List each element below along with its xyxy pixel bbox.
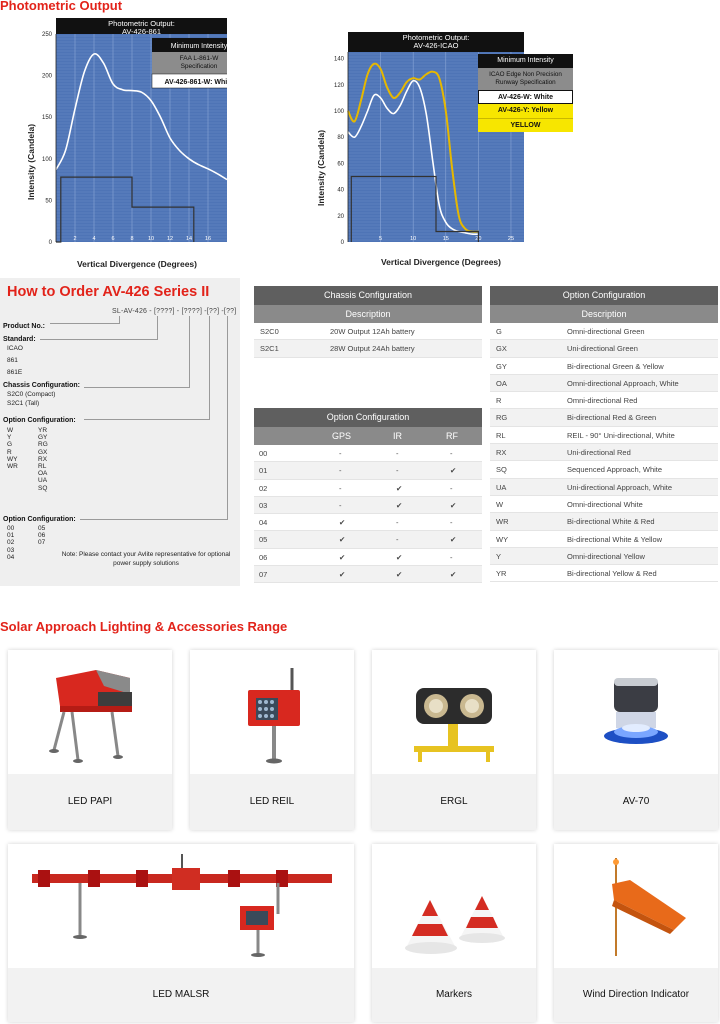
solar-section-title: Solar Approach Lighting & Accessories Range bbox=[0, 619, 288, 634]
cell-code: S2C0 bbox=[260, 327, 279, 336]
cell-ir: ✔ bbox=[396, 483, 403, 493]
option-code-item: RG bbox=[38, 441, 48, 449]
cell-desc: Uni-directional Red bbox=[567, 448, 631, 458]
cell-desc: Sequenced Approach, White bbox=[567, 465, 663, 475]
header-gps: GPS bbox=[332, 431, 352, 441]
y-tick-label: 0 bbox=[48, 240, 52, 246]
table-row bbox=[490, 427, 718, 444]
cell-desc: Bi-directional White & Yellow bbox=[567, 534, 663, 544]
legend-spec: FAA L-861-W Specification bbox=[179, 55, 219, 70]
table-row bbox=[490, 358, 718, 375]
option-desc-subheader: Description bbox=[490, 305, 718, 323]
cell-ir: ✔ bbox=[396, 570, 403, 580]
order-panel bbox=[0, 278, 240, 586]
option-code-item: WY bbox=[7, 455, 18, 463]
x-tick-label: 6 bbox=[111, 236, 115, 242]
desc-rows bbox=[490, 323, 718, 582]
header-rf: RF bbox=[446, 431, 458, 441]
header-ir: IR bbox=[393, 431, 402, 441]
cell-ir: - bbox=[396, 518, 399, 528]
ergl-image bbox=[372, 650, 536, 774]
cell-code: WY bbox=[496, 534, 509, 544]
chassis-table bbox=[254, 286, 482, 358]
cell-ir: - bbox=[396, 449, 399, 458]
cell-gps: ✔ bbox=[339, 535, 346, 545]
option2-code-item: 05 bbox=[38, 525, 46, 532]
cell-gps: - bbox=[339, 483, 342, 493]
x-tick-label: 20 bbox=[475, 236, 482, 242]
table-row bbox=[490, 392, 718, 409]
chassis-s2c1: S2C1 (Tall) bbox=[7, 400, 40, 407]
x-tick-label: 16 bbox=[204, 236, 212, 242]
cell-code: R bbox=[496, 396, 502, 406]
chart1-ylabel: Intensity (Candela) bbox=[26, 123, 36, 201]
table-row bbox=[490, 340, 718, 357]
cell-code: UA bbox=[496, 482, 507, 492]
cell-code: RX bbox=[496, 448, 507, 458]
wind-direction-indicator-image bbox=[554, 844, 718, 968]
cell-ir: ✔ bbox=[396, 500, 403, 510]
option-gps-table bbox=[254, 408, 482, 583]
chart2-xlabel: Vertical Divergence (Degrees) bbox=[380, 257, 502, 267]
cell-code: GX bbox=[496, 344, 507, 354]
y-tick-label: 20 bbox=[337, 213, 344, 220]
x-tick-label: 5 bbox=[379, 236, 383, 242]
option2-code-item: 00 bbox=[7, 525, 15, 532]
x-tick-label: 10 bbox=[410, 236, 417, 242]
standard-861e: 861E bbox=[7, 369, 23, 376]
y-tick-label: 50 bbox=[45, 198, 52, 205]
cell-desc: Uni-directional Approach, White bbox=[567, 482, 673, 492]
option-code-item: R bbox=[7, 448, 12, 456]
legend2-white: AV-426-W: White bbox=[478, 90, 573, 104]
option2-code-item: 04 bbox=[7, 553, 15, 561]
cell-rf: - bbox=[450, 449, 453, 458]
option-desc-title: Option Configuration bbox=[490, 286, 718, 305]
cell-gps: - bbox=[339, 466, 342, 476]
table-row bbox=[490, 565, 718, 582]
table-row bbox=[254, 549, 482, 566]
option2-label: Option Configuration: bbox=[3, 516, 76, 523]
option-code-item: OA bbox=[38, 470, 48, 478]
standard-label: Standard: bbox=[3, 336, 36, 343]
x-tick-label: 4 bbox=[92, 236, 96, 242]
option-gps-headers bbox=[254, 427, 482, 445]
option-code-item: SQ bbox=[38, 484, 48, 492]
cell-desc: Omni-directional Approach, White bbox=[567, 378, 679, 388]
led-papi-image bbox=[8, 650, 172, 774]
markers-label: Markers bbox=[372, 968, 536, 1022]
cell-code: 07 bbox=[259, 570, 268, 580]
table-row bbox=[490, 409, 718, 426]
cell-gps: - bbox=[339, 500, 342, 510]
option-code-item: G bbox=[7, 441, 13, 449]
cell-desc: Omni-directional Green bbox=[567, 327, 645, 336]
cell-code: 04 bbox=[259, 518, 268, 528]
av-70-image bbox=[554, 650, 718, 774]
table-row bbox=[490, 461, 718, 478]
cell-ir: - bbox=[396, 535, 399, 545]
ergl-label: ERGL bbox=[372, 774, 536, 830]
chassis-label: Chassis Configuration: bbox=[3, 382, 81, 389]
table-row bbox=[254, 323, 482, 340]
product-card-led-papi[interactable] bbox=[8, 650, 172, 830]
table-row bbox=[254, 566, 482, 583]
chart-header-line1: Photometric Output: bbox=[402, 33, 470, 42]
chart-header-line2: AV-426-861 bbox=[121, 27, 162, 36]
table-row bbox=[490, 496, 718, 513]
cell-code: YR bbox=[496, 569, 507, 579]
cell-desc: Bi-directional Green & Yellow bbox=[567, 361, 664, 371]
product-no-label: Product No.: bbox=[3, 323, 45, 330]
x-tick-label: 15 bbox=[442, 236, 449, 242]
product-card-led-malsr[interactable] bbox=[8, 844, 354, 1022]
legend-spec-fo bbox=[152, 53, 227, 74]
cell-rf: ✔ bbox=[450, 466, 457, 476]
cell-gps: ✔ bbox=[339, 518, 346, 528]
table-row bbox=[254, 462, 482, 479]
chassis-rows bbox=[254, 323, 482, 358]
chart2-legend bbox=[478, 54, 573, 132]
cell-code: S2C1 bbox=[260, 344, 279, 354]
cell-code: G bbox=[496, 327, 502, 336]
led-papi-label: LED PAPI bbox=[8, 774, 172, 830]
cell-code: 06 bbox=[259, 552, 268, 562]
order-code: SL-AV-426 - [????] - [????] -[??] -[??] bbox=[112, 308, 237, 315]
x-tick-label: 2 bbox=[73, 236, 77, 242]
cell-code: RL bbox=[496, 430, 506, 440]
option-code-item: W bbox=[7, 427, 14, 434]
y-tick-label: 100 bbox=[41, 156, 52, 163]
led-malsr-image bbox=[8, 844, 354, 968]
led-reil-image bbox=[190, 650, 354, 774]
standard-861: 861 bbox=[7, 357, 18, 364]
option-label: Option Configuration: bbox=[3, 417, 76, 424]
led-reil-label: LED REIL bbox=[190, 774, 354, 830]
cell-rf: - bbox=[450, 518, 453, 528]
option-code-item: WR bbox=[7, 463, 18, 470]
x-tick-label: 10 bbox=[147, 236, 155, 242]
chart-header-line1: Photometric Output: bbox=[108, 19, 175, 28]
cell-code: SQ bbox=[496, 465, 507, 475]
legend-title: Minimum Intensity bbox=[170, 43, 227, 50]
cell-code: Y bbox=[496, 551, 502, 561]
option-code-item: GY bbox=[38, 434, 48, 442]
cell-rf: - bbox=[450, 483, 453, 493]
legend2-title: Minimum Intensity bbox=[478, 54, 573, 68]
led-malsr-label: LED MALSR bbox=[8, 968, 354, 1022]
cell-code: WR bbox=[496, 517, 509, 527]
order-title: How to Order AV-426 Series II bbox=[7, 284, 210, 300]
cell-code: W bbox=[496, 499, 504, 509]
option-code-item: GX bbox=[38, 448, 48, 456]
option2-code-item: 01 bbox=[7, 532, 15, 540]
chassis-s2c0: S2C0 (Compact) bbox=[7, 391, 56, 398]
option-code-item: YR bbox=[38, 427, 48, 434]
option-code-item: RL bbox=[38, 463, 47, 470]
x-tick-label: 12 bbox=[166, 236, 174, 242]
legend2-yellow2: YELLOW bbox=[478, 118, 573, 132]
cell-rf: ✔ bbox=[450, 570, 457, 580]
cell-code: GY bbox=[496, 361, 507, 371]
cell-desc: Omni-directional White bbox=[567, 499, 643, 509]
cell-desc: REIL - 90° Uni-directional, White bbox=[567, 430, 675, 440]
chart-header-line2: AV-426-ICAO bbox=[413, 41, 459, 50]
photometric-section-title: Photometric Output bbox=[0, 0, 123, 13]
cell-code: OA bbox=[496, 378, 507, 388]
chart-av-426-861 bbox=[22, 14, 227, 276]
cell-code: 00 bbox=[259, 449, 268, 458]
chart2-ylabel: Intensity (Candela) bbox=[316, 129, 326, 207]
cell-desc: 20W Output 12Ah battery bbox=[330, 327, 415, 336]
table-row bbox=[254, 340, 482, 357]
product-card-wind-direction-indicator[interactable] bbox=[554, 844, 718, 1022]
cell-desc: Bi-directional White & Red bbox=[567, 517, 655, 527]
gps-rows bbox=[254, 445, 482, 583]
product-card-led-reil[interactable] bbox=[190, 650, 354, 830]
option-code-item: UA bbox=[38, 477, 48, 485]
y-tick-label: 60 bbox=[337, 161, 344, 168]
cell-desc: Uni-directional Green bbox=[567, 344, 638, 354]
y-tick-label: 120 bbox=[333, 82, 344, 89]
cell-code: RG bbox=[496, 413, 508, 423]
product-card-ergl[interactable] bbox=[372, 650, 536, 830]
table-row bbox=[490, 375, 718, 392]
standard-icao: ICAO bbox=[7, 345, 23, 352]
x-tick-label: 14 bbox=[185, 236, 193, 242]
table-row bbox=[490, 548, 718, 565]
table-row bbox=[490, 323, 718, 340]
table-row bbox=[490, 444, 718, 461]
option2-code-item: 02 bbox=[7, 539, 15, 547]
y-tick-label: 200 bbox=[41, 73, 52, 80]
x-tick-label: 25 bbox=[507, 236, 515, 242]
y-tick-label: 0 bbox=[340, 240, 344, 246]
chassis-table-title: Chassis Configuration bbox=[254, 286, 482, 305]
legend2-yellow: AV-426-Y: Yellow bbox=[478, 104, 573, 118]
y-tick-label: 150 bbox=[41, 115, 52, 122]
y-tick-label: 80 bbox=[337, 135, 344, 142]
option-code-item: Y bbox=[7, 434, 12, 442]
chart1-xlabel: Vertical Divergence (Degrees) bbox=[76, 259, 198, 269]
table-row bbox=[254, 531, 482, 548]
chart1-svg bbox=[22, 14, 227, 276]
option-desc-table bbox=[490, 286, 718, 582]
chassis-table-subheader: Description bbox=[254, 305, 482, 323]
y-tick-label: 250 bbox=[41, 32, 52, 38]
table-row bbox=[490, 479, 718, 496]
table-row bbox=[490, 513, 718, 530]
bracket-option2 bbox=[80, 316, 228, 520]
legend2-spec: ICAO Edge Non Precision Runway Specification bbox=[478, 68, 573, 90]
cell-rf: - bbox=[450, 552, 453, 562]
cell-rf: ✔ bbox=[450, 535, 457, 545]
cell-desc: 28W Output 24Ah battery bbox=[330, 344, 415, 354]
y-tick-label: 40 bbox=[337, 187, 344, 194]
av-70-label: AV-70 bbox=[554, 774, 718, 830]
y-tick-label: 140 bbox=[333, 56, 344, 63]
option2-code-item: 06 bbox=[38, 532, 46, 540]
option-code-item: RX bbox=[38, 455, 48, 463]
cell-desc: Bi-directional Yellow & Red bbox=[567, 569, 657, 579]
cell-code: 01 bbox=[259, 466, 268, 476]
cell-desc: Omni-directional Red bbox=[567, 396, 638, 406]
legend-item: AV-426-861-W: White bbox=[164, 79, 227, 86]
cell-code: 03 bbox=[259, 500, 268, 510]
y-tick-label: 100 bbox=[333, 108, 344, 115]
table-row bbox=[254, 514, 482, 531]
cell-code: 05 bbox=[259, 535, 268, 545]
x-tick-label: 8 bbox=[130, 236, 134, 242]
table-row bbox=[490, 531, 718, 548]
option2-code-item: 03 bbox=[7, 546, 15, 554]
option-gps-title: Option Configuration bbox=[254, 408, 482, 427]
cell-gps: - bbox=[339, 449, 342, 458]
product-card-av-70[interactable] bbox=[554, 650, 718, 830]
cell-gps: ✔ bbox=[339, 570, 346, 580]
cell-rf: ✔ bbox=[450, 500, 457, 510]
option2-code-item: 07 bbox=[38, 539, 46, 547]
order-note: Note: Please contact your Avlite representative for optional power supply solutions bbox=[61, 551, 231, 567]
cell-code: 02 bbox=[259, 483, 268, 493]
table-row bbox=[254, 445, 482, 462]
cell-desc: Bi-directional Red & Green bbox=[567, 413, 657, 423]
cell-gps: ✔ bbox=[339, 552, 346, 562]
product-card-markers[interactable] bbox=[372, 844, 536, 1022]
table-row bbox=[254, 497, 482, 514]
markers-image bbox=[372, 844, 536, 968]
cell-ir: - bbox=[396, 466, 399, 476]
wind-direction-indicator-label: Wind Direction Indicator bbox=[554, 968, 718, 1022]
cell-ir: ✔ bbox=[396, 552, 403, 562]
table-row bbox=[254, 480, 482, 497]
cell-desc: Omni-directional Yellow bbox=[567, 551, 645, 561]
